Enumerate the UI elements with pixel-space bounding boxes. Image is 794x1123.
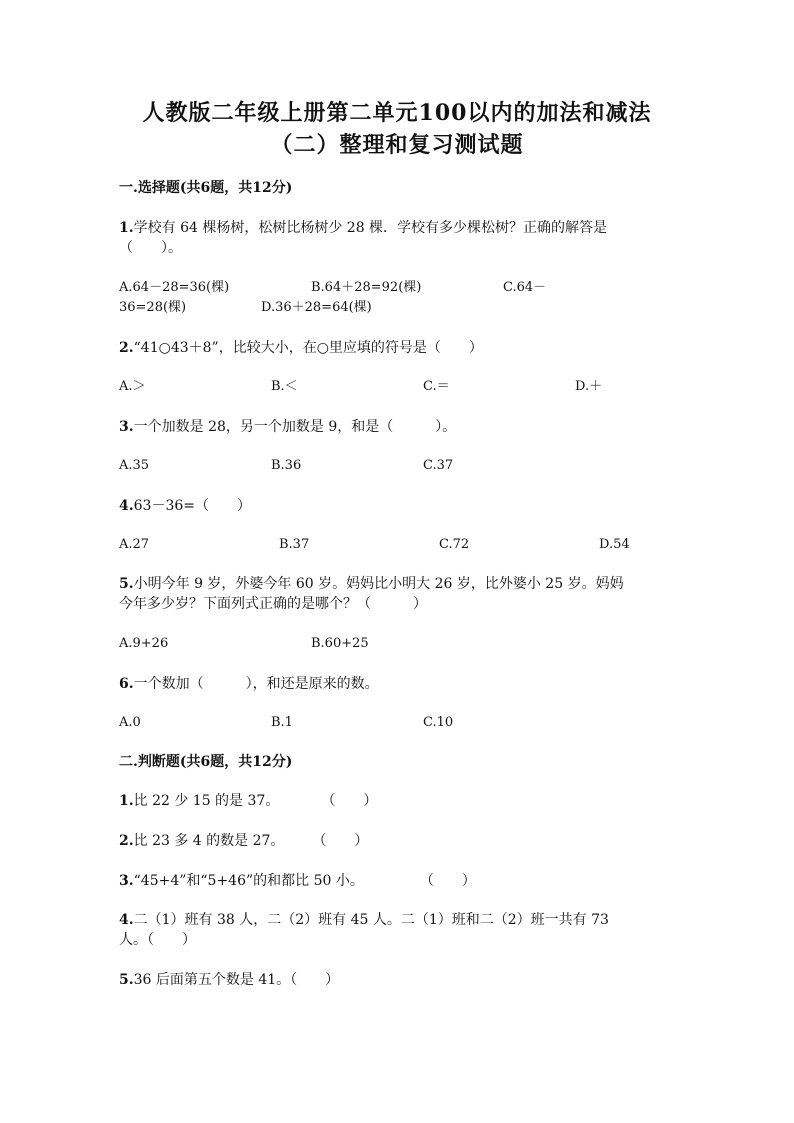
question-5-cont: 今年多少岁？下面列式正确的是哪个？（ ） [119,596,427,612]
page-subtitle: （二）整理和复习测试题 [270,132,524,158]
question-text: 一个加数是 28，另一个加数是 9，和是（ ）。 [133,419,457,435]
question-text: 学校有 64 棵杨树，松树比杨树少 28 棵．学校有多少棵松树？正确的解答是 [133,220,608,236]
question-text: “45+4”和“5+46”的和都比 50 小。 （ ） [133,873,476,889]
question-number: 2. [119,833,134,849]
question-number: 5. [119,972,134,988]
question-text: 36 后面第五个数是 41。（ ） [133,972,340,988]
option-c: C.37 [423,458,454,473]
option-b: B.36 [271,458,302,473]
option-c: C.＝ [423,379,450,394]
question-number: 5. [119,576,134,592]
option-d: D.54 [599,537,630,552]
judgement-1 [119,791,377,811]
option-c-cont: 36=28(棵) [119,300,187,315]
judgement-3 [119,871,476,891]
option-d: D.＋ [575,379,603,394]
question-number: 6. [119,676,134,692]
question-number: 1. [119,220,134,236]
question-number: 4. [119,912,134,928]
question-number: 1. [119,793,134,809]
question-text: 63－36=（ ） [133,498,251,514]
question-number: 4. [119,498,134,514]
question-1 [119,218,607,238]
judgement-4-cont: 人。（ ） [119,932,196,948]
question-text: 小明今年 9 岁，外婆今年 60 岁。妈妈比小明大 26 岁，比外婆小 25 岁。妈妈 [133,576,624,592]
option-b: B.37 [279,537,310,552]
option-d: D.36＋28=64(棵) [261,300,372,315]
question-text: 二（1）班有 38 人，二（2）班有 45 人。二（1）班和二（2）班一共有 73 [133,912,609,928]
question-text: “41○43＋8”，比较大小，在○里应填的符号是（ ） [133,340,483,356]
question-2 [119,338,483,358]
option-c: C.72 [439,537,470,552]
option-a: A.64－28=36(棵) [119,280,230,295]
page-title: 人教版二年级上册第二单元100以内的加法和减法 [142,100,652,126]
option-c: C.10 [423,715,454,730]
question-text: 一个数加（ ），和还是原来的数。 [133,676,379,692]
option-b: B.64＋28=92(棵) [311,280,422,295]
option-a: A.0 [119,715,141,730]
option-a: A.27 [119,537,150,552]
judgement-4 [119,910,609,930]
judgement-5 [119,970,339,990]
option-b: B.＜ [271,379,298,394]
option-a: A.9+26 [119,636,169,651]
question-4 [119,496,251,516]
question-3 [119,417,456,437]
option-b: B.60+25 [311,636,369,651]
question-5 [119,574,624,594]
question-number: 3. [119,873,134,889]
option-c: C.64－ [503,280,547,295]
option-a: A.35 [119,458,150,473]
option-b: B.1 [271,715,293,730]
question-6 [119,674,379,694]
question-text: 比 22 少 15 的是 37。 （ ） [133,793,378,809]
question-number: 2. [119,340,134,356]
section-heading-choice: 一.选择题(共6题，共12分) [119,180,293,196]
section-heading-judgement: 二.判断题(共6题，共12分) [119,754,293,770]
question-number: 3. [119,419,134,435]
question-1-cont: （ ）。 [119,240,182,256]
judgement-2 [119,831,368,851]
question-text: 比 23 多 4 的数是 27。 （ ） [133,833,369,849]
option-a: A.＞ [119,379,146,394]
